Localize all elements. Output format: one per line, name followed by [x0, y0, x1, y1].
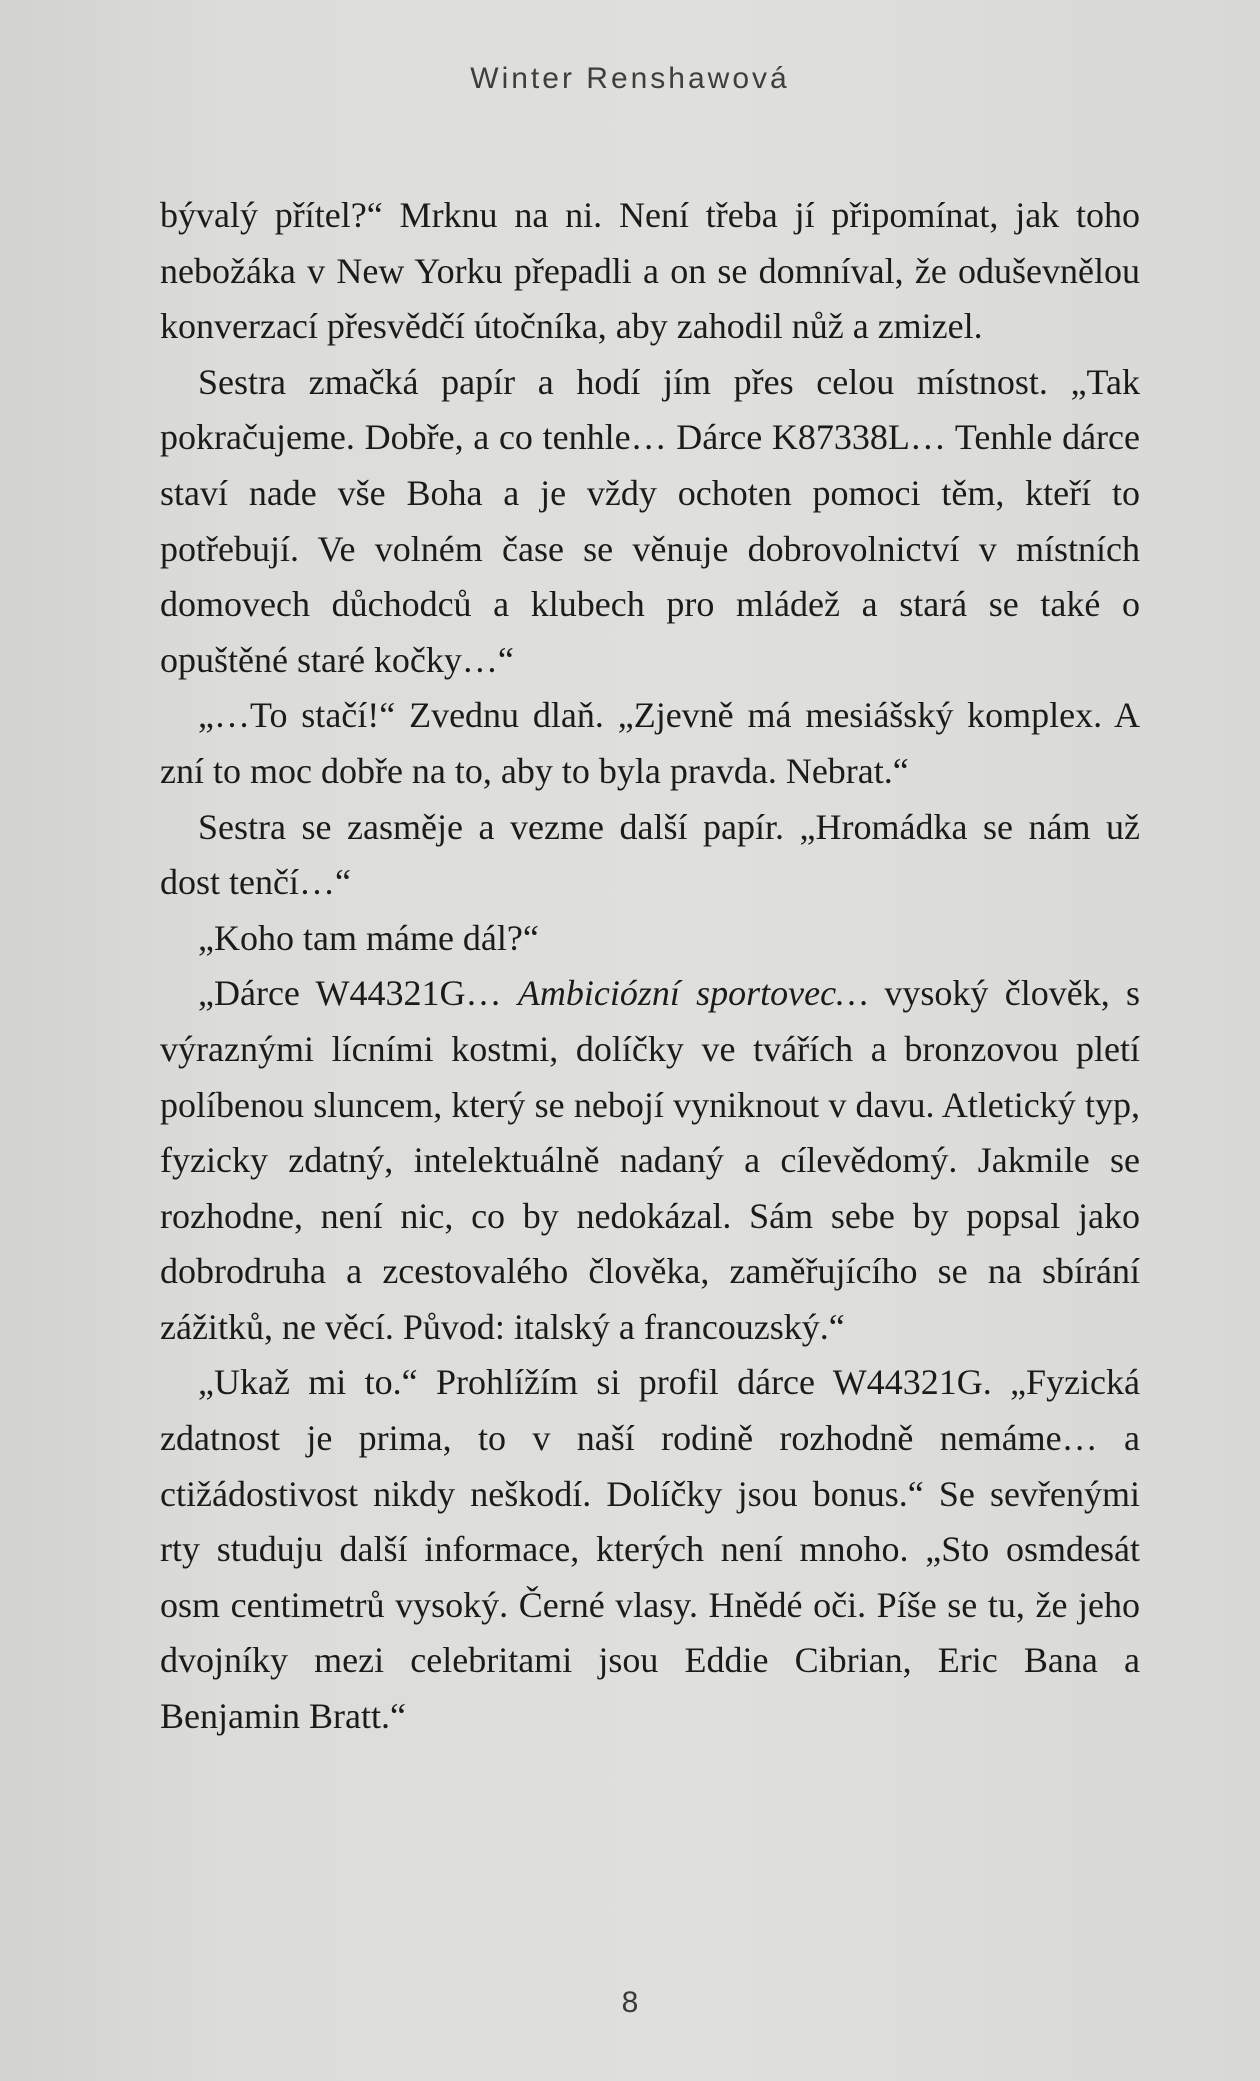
- paragraph-4: Sestra se zasměje a vezme další papír. „Hromádka se nám už dost tenčí…“: [160, 806, 1140, 903]
- paragraph-6-emphasis: Ambiciózní sportovec…: [517, 973, 869, 1014]
- paragraph-5: „Koho tam máme dál?“: [198, 917, 539, 958]
- paragraph-2: Sestra zmačká papír a hodí jím přes celou místnost. „Tak pokračujeme. Dobře, a co tenhle… Dárce K87338L… Tenhle dárce staví nade vše Boha a je vždy ochoten pomoci těm, kteří to potřebují. Ve volném čase se věnuje dobrovolnictví v místních domovech důchodců a klubech pro mládež a stará se také o opuštěné staré kočky…“: [160, 361, 1140, 680]
- paragraph-6-rest: vysoký člověk, s výraznými lícními kostmi, dolíčky ve tvářích a bronzovou pletí políbenou sluncem, který se nebojí vyniknout v davu. Atletický typ, fyzicky zdatný, intelektuálně nadaný a cílevědomý. Jakmile se rozhodne, není nic, co by nedokázal. Sám sebe by popsal jako dobrodruha a zcestovalého člověka, zaměřujícího se na sbírání zážitků, ne věcí. Původ: italský a francouzský.“: [160, 973, 1141, 1347]
- paragraph-3: „…To stačí!“ Zvednu dlaň. „Zjevně má mesiášský komplex. A zní to moc dobře na to, aby to byla pravda. Nebrat.“: [160, 695, 1140, 791]
- page-number: 8: [621, 1986, 639, 2019]
- body-text: [160, 188, 1140, 1745]
- paragraph-6-lead: „Dárce W44321G…: [198, 973, 518, 1014]
- paragraph-7: „Ukaž mi to.“ Prohlížím si profil dárce W44321G. „Fyzická zdatnost je prima, to v naší rodině rozhodně nemáme… a ctižádostivost nikdy neškodí. Dolíčky jsou bonus.“ Se sevřenými rty studuju další informace, kterých není mnoho. „Sto osmdesát osm centimetrů vysoký. Černé vlasy. Hnědé oči. Píše se tu, že jeho dvojníky mezi celebritami jsou Eddie Cibrian, Eric Bana a Benjamin Bratt.“: [160, 1362, 1140, 1737]
- paragraph-1: bývalý přítel?“ Mrknu na ni. Není třeba jí připomínat, jak toho nebožáka v New Yorku přepadli a on se domníval, že oduševnělou konverzací přesvědčí útočníka, aby zahodil nůž a zmizel.: [160, 195, 1140, 347]
- paragraph-6: [160, 966, 1140, 1355]
- running-head-author: Winter Renshawová: [470, 62, 790, 95]
